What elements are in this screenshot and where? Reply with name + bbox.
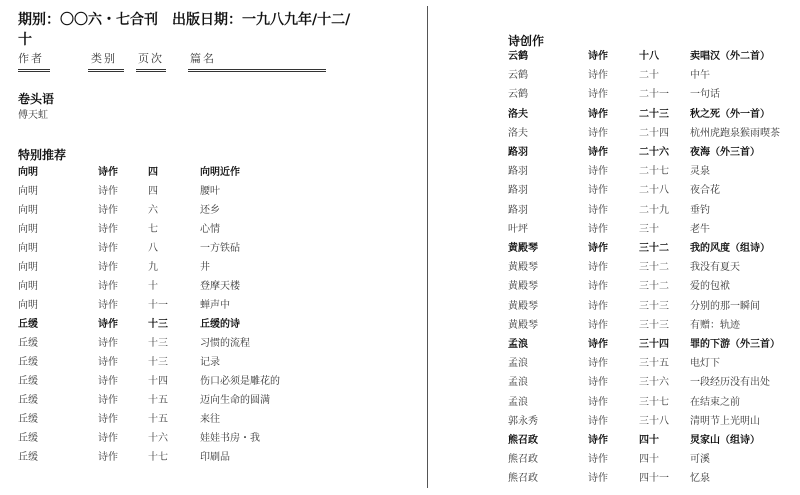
entry-page: 二十九 (639, 204, 669, 216)
entry-category: 诗作 (588, 473, 608, 485)
entry-author: 路羽 (508, 147, 528, 158)
entry-title: 腰叶 (200, 186, 220, 197)
entry-author: 孟浪 (508, 339, 528, 350)
entry-page: 四 (148, 186, 158, 197)
entry-author: 云鹤 (508, 89, 528, 101)
entry-title: 习惯的流程 (200, 338, 250, 349)
entry-page: 二十七 (639, 166, 669, 178)
entry-category: 诗作 (588, 300, 608, 312)
entry-page: 二十八 (639, 185, 669, 197)
entry-title: 爱的包袱 (690, 281, 730, 293)
entry-page: 十八 (639, 51, 659, 62)
issue-header-line1: 期别：〇〇六・七合刊 出版日期：一九八九年/十二/ (18, 12, 351, 28)
entry-category: 诗作 (588, 262, 608, 274)
entry-title: 有赠：轨迹 (690, 319, 740, 331)
entry-page: 三十八 (639, 415, 669, 427)
entry-category: 诗作 (588, 319, 608, 331)
entry-title: 我没有夏天 (690, 262, 740, 274)
entry-category: 诗作 (98, 338, 118, 349)
entry-title: 垂钓 (690, 204, 710, 216)
entry-category: 诗作 (98, 205, 118, 216)
entry-title: 在结束之前 (690, 396, 740, 408)
entry-author: 向明 (18, 167, 38, 178)
entry-category: 诗作 (588, 435, 608, 446)
entry-page: 三十 (639, 223, 659, 235)
entry-category: 诗作 (588, 108, 608, 120)
entry-author: 云鹤 (508, 51, 528, 62)
entry-category: 诗作 (588, 223, 608, 235)
entry-title: 一段经历没有出处 (690, 377, 770, 389)
entry-author: 向明 (18, 281, 38, 292)
entry-category: 诗作 (588, 204, 608, 216)
entry-category: 诗作 (98, 186, 118, 197)
entry-category: 诗作 (98, 319, 118, 330)
entry-author: 路羽 (508, 204, 528, 216)
entry-title: 中午 (690, 70, 710, 82)
entry-title: 记录 (200, 357, 220, 368)
entry-category: 诗作 (98, 376, 118, 387)
entry-category: 诗作 (98, 395, 118, 406)
entry-page: 四十一 (639, 473, 669, 485)
col-category: 类别 (91, 52, 117, 65)
entry-author: 黄殿琴 (508, 319, 538, 331)
entry-page: 二十 (639, 70, 659, 82)
entry-page: 四十 (639, 435, 659, 446)
section-poetry-title: 诗创作 (508, 34, 545, 48)
underline-category (88, 69, 124, 72)
entry-page: 二十一 (639, 89, 669, 101)
entry-title: 清明节上光明山 (690, 415, 760, 427)
entry-category: 诗作 (588, 166, 608, 178)
entry-author: 黄殿琴 (508, 300, 538, 312)
entry-author: 丘缓 (18, 338, 38, 349)
entry-category: 诗作 (588, 243, 608, 254)
entry-category: 诗作 (588, 396, 608, 408)
entry-page: 六 (148, 205, 158, 216)
entry-category: 诗作 (588, 51, 608, 62)
entry-author: 丘缓 (18, 414, 38, 425)
entry-category: 诗作 (588, 358, 608, 370)
entry-category: 诗作 (98, 452, 118, 463)
entry-title: 老牛 (690, 223, 710, 235)
underline-author (18, 69, 50, 72)
issue-header (18, 10, 363, 50)
issue-header-line2: 十 (18, 32, 32, 48)
entry-author: 熊召政 (508, 473, 538, 485)
entry-page: 十七 (148, 452, 168, 463)
entry-author: 路羽 (508, 166, 528, 178)
section-featured-title: 特别推荐 (18, 148, 67, 162)
entry-author: 丘缓 (18, 376, 38, 387)
entry-category: 诗作 (588, 377, 608, 389)
entry-title: 来往 (200, 414, 220, 425)
entry-category: 诗作 (588, 415, 608, 427)
entry-title: 迈向生命的圆满 (200, 395, 270, 406)
entry-title: 卖唱汉（外二首） (690, 51, 770, 62)
entry-page: 三十六 (639, 377, 669, 389)
entry-author: 丘缓 (18, 357, 38, 368)
entry-page: 四 (148, 167, 158, 178)
entry-page: 二十四 (639, 127, 669, 139)
entry-page: 三十七 (639, 396, 669, 408)
entry-title: 我的风度（组诗） (690, 243, 770, 254)
entry-title: 一句话 (690, 89, 720, 101)
entry-title: 心情 (200, 224, 220, 235)
entry-title: 丘缓的诗 (200, 319, 240, 330)
entry-author: 路羽 (508, 185, 528, 197)
entry-page: 三十三 (639, 300, 669, 312)
entry-author: 向明 (18, 205, 38, 216)
entry-author: 洛夫 (508, 127, 528, 139)
entry-title: 一方铁砧 (200, 243, 240, 254)
underline-title (188, 69, 326, 72)
entry-title: 电灯下 (690, 358, 720, 370)
entry-author: 孟浪 (508, 358, 528, 370)
entry-author: 叶坪 (508, 223, 528, 235)
column-divider (427, 6, 428, 488)
col-title: 篇名 (190, 52, 216, 65)
entry-page: 十六 (148, 433, 168, 444)
entry-page: 二十三 (639, 108, 669, 120)
entry-author: 丘缓 (18, 452, 38, 463)
entry-author: 向明 (18, 186, 38, 197)
entry-title: 印刷品 (200, 452, 230, 463)
entry-author: 孟浪 (508, 396, 528, 408)
entry-category: 诗作 (98, 433, 118, 444)
entry-title: 伤口必须是雕花的 (200, 376, 280, 387)
entry-category: 诗作 (588, 147, 608, 158)
entry-title: 分别的那一瞬间 (690, 300, 760, 312)
entry-page: 七 (148, 224, 158, 235)
entry-page: 十三 (148, 338, 168, 349)
entry-page: 三十四 (639, 339, 669, 350)
entry-author: 向明 (18, 262, 38, 273)
underline-page (136, 69, 166, 72)
entry-author: 熊召政 (508, 454, 538, 466)
entry-page: 十四 (148, 376, 168, 387)
entry-page: 十五 (148, 395, 168, 406)
entry-author: 向明 (18, 300, 38, 311)
section-foreword-title: 卷头语 (18, 92, 55, 106)
entry-title: 杭州虎跑泉猴雨喫茶 (690, 127, 780, 139)
entry-title: 娃娃书房・我 (200, 433, 260, 444)
entry-category: 诗作 (588, 339, 608, 350)
entry-author: 洛夫 (508, 108, 528, 120)
entry-category: 诗作 (588, 185, 608, 197)
entry-title: 夜合花 (690, 185, 720, 197)
entry-author: 云鹤 (508, 70, 528, 82)
entry-author: 向明 (18, 243, 38, 254)
entry-category: 诗作 (98, 224, 118, 235)
entry-category: 诗作 (588, 127, 608, 139)
entry-category: 诗作 (98, 243, 118, 254)
entry-author: 黄殿琴 (508, 243, 538, 254)
entry-author: 丘缓 (18, 319, 38, 330)
entry-page: 三十二 (639, 262, 669, 274)
entry-page: 十三 (148, 319, 168, 330)
entry-category: 诗作 (98, 414, 118, 425)
entry-page: 九 (148, 262, 158, 273)
entry-page: 十三 (148, 357, 168, 368)
entry-category: 诗作 (588, 281, 608, 293)
col-page: 页次 (138, 52, 164, 65)
entry-category: 诗作 (98, 300, 118, 311)
entry-category: 诗作 (98, 167, 118, 178)
col-author: 作者 (18, 52, 44, 65)
entry-page: 十五 (148, 414, 168, 425)
entry-title: 还乡 (200, 205, 220, 216)
entry-category: 诗作 (98, 281, 118, 292)
entry-page: 三十三 (639, 319, 669, 331)
entry-author: 熊召政 (508, 435, 538, 446)
entry-title: 井 (200, 262, 210, 273)
entry-page: 三十二 (639, 243, 669, 254)
entry-title: 秋之死（外一首） (690, 108, 770, 120)
entry-title: 忆泉 (690, 473, 710, 485)
entry-title: 可溪 (690, 454, 710, 466)
entry-title: 炅家山（组诗） (690, 435, 760, 446)
entry-page: 八 (148, 243, 158, 254)
entry-author: 黄殿琴 (508, 281, 538, 293)
entry-title: 蝉声中 (200, 300, 230, 311)
entry-category: 诗作 (98, 357, 118, 368)
entry-author: 丘缓 (18, 433, 38, 444)
entry-page: 三十二 (639, 281, 669, 293)
entry-page: 二十六 (639, 147, 669, 158)
entry-title: 夜海（外三首） (690, 147, 760, 158)
entry-category: 诗作 (588, 89, 608, 101)
entry-author: 丘缓 (18, 395, 38, 406)
entry-page: 三十五 (639, 358, 669, 370)
entry-author: 孟浪 (508, 377, 528, 389)
entry-author: 黄殿琴 (508, 262, 538, 274)
entry-page: 十一 (148, 300, 168, 311)
entry-author: 向明 (18, 224, 38, 235)
entry-author: 郭永秀 (508, 415, 538, 427)
entry-category: 诗作 (98, 262, 118, 273)
entry-title: 灵泉 (690, 166, 710, 178)
entry-category: 诗作 (588, 454, 608, 466)
entry-title: 向明近作 (200, 167, 240, 178)
entry-title: 登摩天楼 (200, 281, 240, 292)
entry-title: 罪的下游（外三首） (690, 339, 780, 350)
entry-page: 十 (148, 281, 158, 292)
entry-page: 四十 (639, 454, 659, 466)
entry-category: 诗作 (588, 70, 608, 82)
